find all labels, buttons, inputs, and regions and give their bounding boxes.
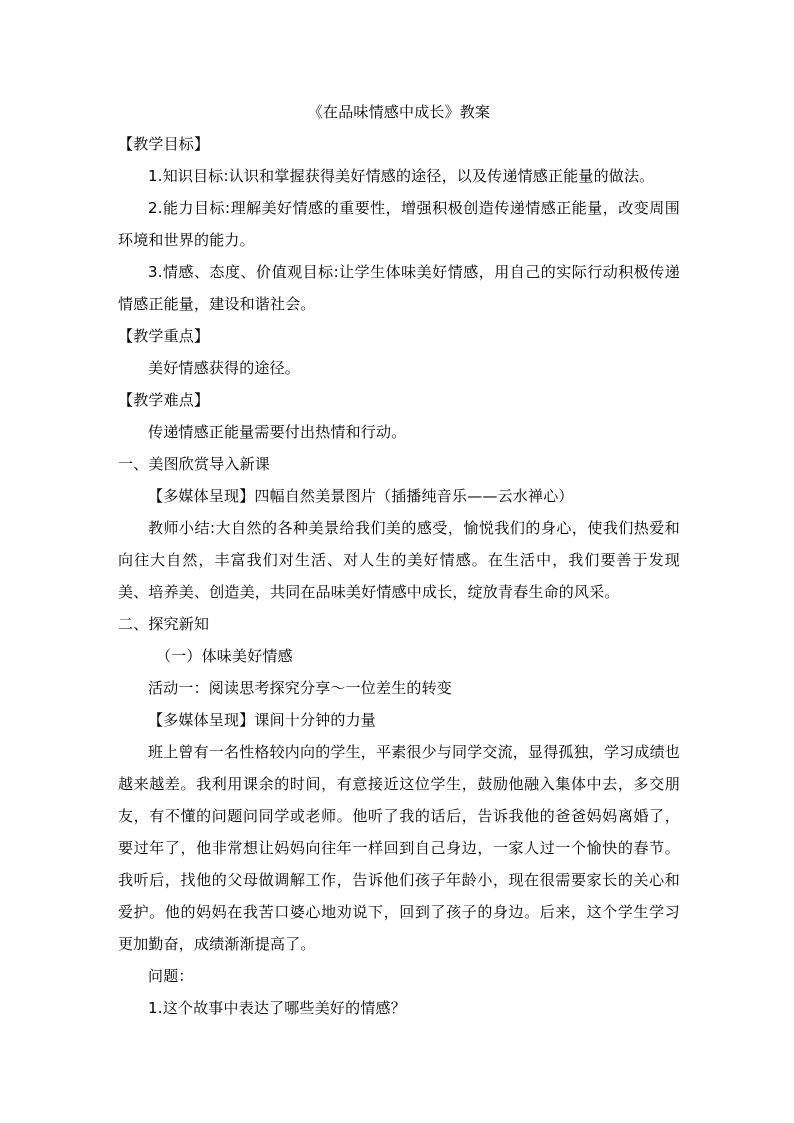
question-label: 问题： [148,967,194,985]
teacher-summary: 教师小结:大自然的各种美景给我们美的感受，愉悦我们的身心，使我们热爱和向往大自然，丰富我们对生活、对人生的美好情感。在生活中，我们要善于发现美、培养美、创造美，共同在品味美好情感中成长，绽放青春生命的风采。 [118,519,680,601]
key-text: 美好情感获得的途径。 [148,359,301,377]
goal-values: 3.情感、态度、价值观目标:让学生体味美好情感，用自己的实际行动积极传递情感正能量，建设和谐社会。 [118,263,680,313]
media-note-2: 【多媒体呈现】课间十分钟的力量 [148,711,377,729]
activity-title: 活动一：阅读思考探究分享～一位差生的转变 [148,679,453,697]
goals-heading: 【教学目标】 [118,135,210,153]
subsection-heading: （一）体味美好情感 [156,647,293,665]
story-paragraph: 班上曾有一名性格较内向的学生，平素很少与同学交流，显得孤独，学习成绩也越来越差。我利用课余的时间，有意接近这位学生，鼓励他融入集体中去，多交朋友，有不懂的问题问同学或老师。他听了我的话后，告诉我他的爸爸妈妈离婚了，要过年了，他非常想让妈妈向往年一样回到自己身边，一家人过一个愉快的春节。我听后，找他的父母做调解工作，告诉他们孩子年龄小，现在很需要家长的关心和爱护。他的妈妈在我苦口婆心地劝说下，回到了孩子的身边。后来，这个学生学习更加勤奋，成绩渐渐提高了。 [118,743,681,953]
document-body [118,96,680,1024]
section2-heading: 二、探究新知 [118,615,210,633]
difficulty-heading: 【教学难点】 [118,391,210,409]
difficulty-text: 传递情感正能量需要付出热情和行动。 [148,423,407,441]
media-note-1: 【多媒体呈现】四幅自然美景图片（插播纯音乐——云水禅心） [148,487,574,505]
section1-heading: 一、美图欣赏导入新课 [118,455,271,473]
goal-knowledge: 1.知识目标:认识和掌握获得美好情感的途径，以及传递情感正能量的做法。 [148,167,655,185]
document-title: 《在品味情感中成长》教案 [307,103,491,121]
question-item: 1.这个故事中表达了哪些美好的情感？ [148,999,406,1017]
goal-ability: 2.能力目标:理解美好情感的重要性，增强积极创造传递情感正能量，改变周围环境和世界的能力。 [118,199,680,249]
key-heading: 【教学重点】 [118,327,210,345]
